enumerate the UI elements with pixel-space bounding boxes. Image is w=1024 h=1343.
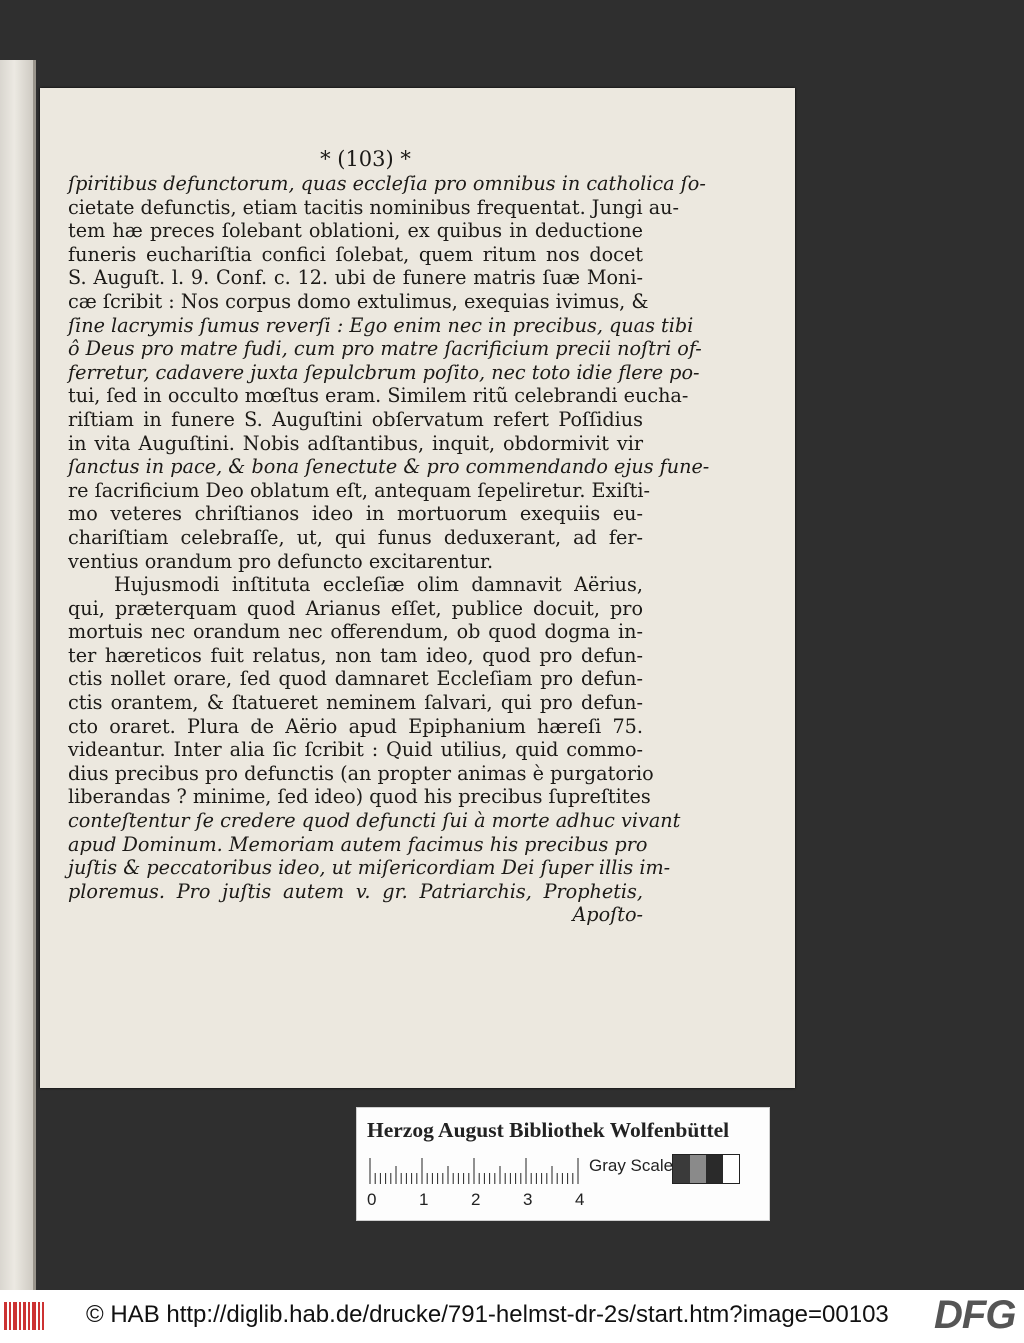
page-header: * (103) *	[320, 147, 411, 171]
text-line: liberandas ? minime, ſed ideo) quod his precibus ſupreſtites	[68, 785, 651, 809]
page-text-block	[68, 146, 710, 927]
ruler-scale	[369, 1156, 581, 1184]
library-label	[356, 1107, 770, 1221]
text-line: ſanctus in pace, & bona ſenectute & pro commendando ejus fune-	[68, 455, 710, 479]
gray-scale-label: Gray Scale	[589, 1156, 674, 1175]
ruler-number: 1	[419, 1190, 429, 1209]
text-line: cto oraret. Plura de Aërio apud Epiphanium hæreſi 75.	[68, 714, 643, 738]
text-line: ctis orantem, & ſtatueret neminem ſalvari, qui pro defun-	[68, 691, 643, 715]
text-line: conteſtentur ſe credere quod defuncti ſui à morte adhuc vivant	[68, 809, 681, 833]
text-line: ter hæreticos fuit relatus, non tam ideo, quod pro defun-	[68, 643, 643, 667]
text-line: Hujusmodi inſtituta eccleſiæ olim damnavit Aërius,	[114, 573, 643, 597]
text-line: ſine lacrymis ſumus reverſi : Ego enim nec in precibus, quas tibi	[68, 313, 694, 337]
text-line: ploremus. Pro juſtis autem v. gr. Patriarchis, Prophetis,	[68, 879, 643, 903]
library-title: Herzog August Bibliothek Wolfenbüttel	[367, 1118, 730, 1142]
text-lines	[68, 172, 710, 903]
text-line: chariſtiam celebraſſe, ut, qui funus deduxerant, ad fer-	[68, 525, 643, 549]
ruler-number: 0	[367, 1190, 377, 1209]
text-line: riſtiam in funere S. Auguſtini obſervatum refert Poſſidius	[68, 407, 643, 431]
source-url[interactable]: © HAB http://diglib.hab.de/drucke/791-helmst-dr-2s/start.htm?image=00103	[86, 1301, 889, 1328]
book-page	[40, 88, 795, 1088]
previous-page-edge	[0, 60, 36, 1340]
text-line: qui, præterquam quod Arianus eſſet, publice docuit, pro	[68, 596, 643, 620]
barcode-icon	[4, 1302, 44, 1330]
text-line: ctis nollet orare, ſed quod damnaret Eccleſiam pro defun-	[68, 667, 643, 691]
text-line: funeris euchariſtia confici ſolebat, quem ritum nos docet	[68, 242, 643, 266]
text-line: ventius orandum pro defuncto excitarentur.	[68, 549, 494, 573]
ruler-number: 4	[575, 1190, 585, 1209]
text-line: ô Deus pro matre fudi, cum pro matre ſacrificium precii noſtri of-	[68, 337, 702, 361]
gray-swatch	[706, 1155, 723, 1183]
footer-bar	[0, 1290, 1024, 1343]
ruler-number: 3	[523, 1190, 533, 1209]
text-line: tui, ſed in occulto mœſtus eram. Similem ritũ celebrandi eucha-	[68, 384, 689, 408]
gray-swatch	[673, 1155, 690, 1183]
text-line: cietate defunctis, etiam tacitis nominibus frequentat. Jungi au-	[68, 195, 679, 219]
text-line: tem hæ preces ſolebant oblationi, ex quibus in deductione	[68, 219, 643, 243]
text-line: mortuis nec orandum nec offerendum, ob quod dogma in-	[68, 620, 643, 644]
text-line: mo veteres chriſtianos ideo in mortuorum exequiis eu-	[68, 502, 643, 526]
text-line: cæ ſcribit : Nos corpus domo extulimus, exequias ivimus, &	[68, 289, 649, 313]
ruler-numbers	[367, 1190, 587, 1212]
gray-swatch	[723, 1155, 740, 1183]
text-line: ferretur, cadavere juxta ſepulcbrum poſito, nec toto idie flere po-	[68, 360, 700, 384]
ruler-number: 2	[471, 1190, 481, 1209]
text-line: dius precibus pro defunctis (an propter animas è purgatorio	[68, 761, 654, 785]
text-line: ſpiritibus defunctorum, quas eccleſia pro omnibus in catholica ſo-	[68, 172, 706, 195]
text-line: S. Auguſt. l. 9. Conf. c. 12. ubi de funere matris ſuæ Moni-	[68, 266, 643, 290]
text-line: videantur. Inter alia ſic ſcribit : Quid utilius, quid commo-	[68, 738, 643, 762]
gray-swatch	[690, 1155, 707, 1183]
catchword: Apoſto-	[572, 903, 643, 927]
text-line: re ſacrificium Deo oblatum eſt, antequam ſepeliretur. Exiſti-	[68, 478, 650, 502]
gray-scale-swatches	[672, 1154, 740, 1184]
text-line: juſtis & peccatoribus ideo, ut miſericordiam Dei ſuper illis im-	[68, 856, 671, 880]
text-line: in vita Auguſtini. Nobis adſtantibus, inquit, obdormivit vir	[68, 431, 643, 455]
dfg-logo: DFG	[934, 1293, 1016, 1337]
text-line: apud Dominum. Memoriam autem facimus his precibus pro	[68, 832, 648, 856]
